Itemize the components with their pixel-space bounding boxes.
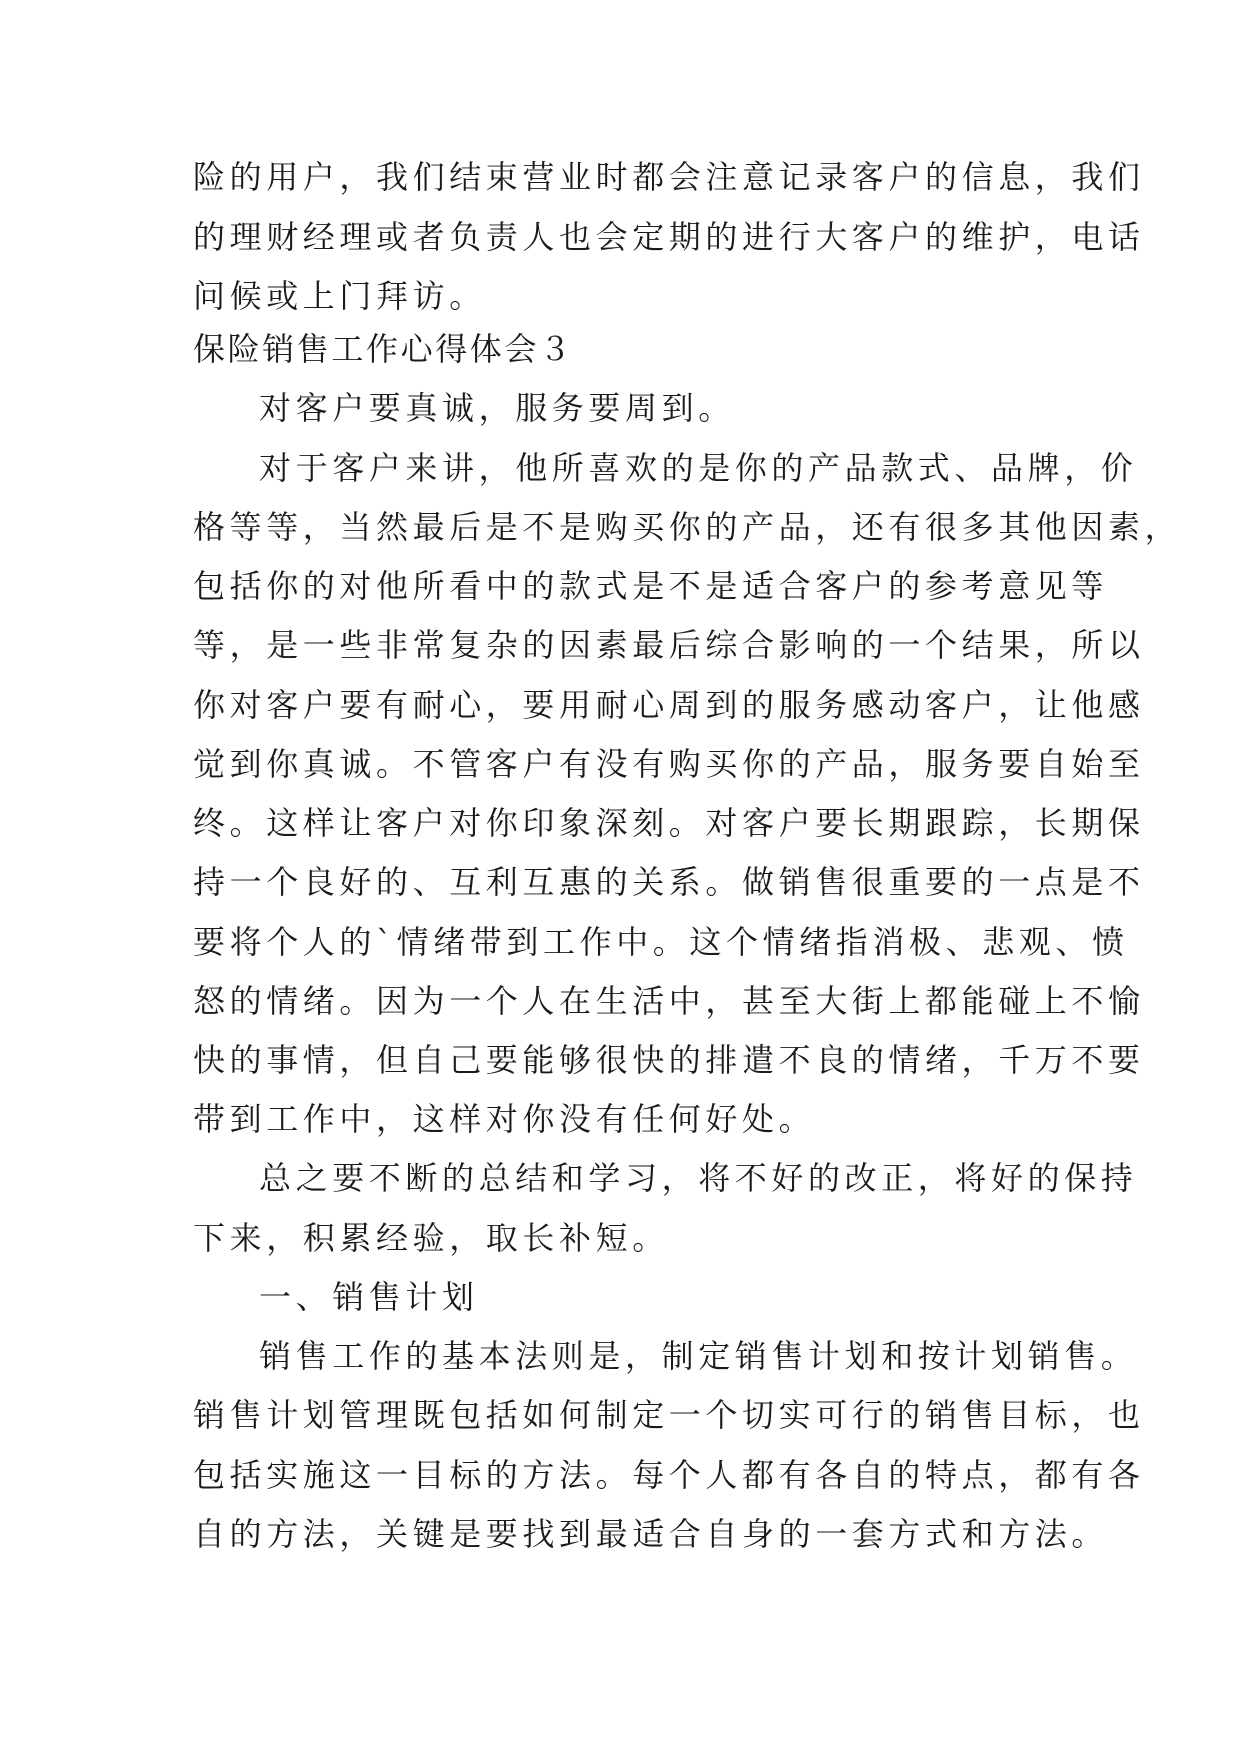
text-line: 包括你的对他所看中的款式是不是适合客户的参考意见等: [193, 567, 1109, 605]
text-line: 你对客户要有耐心，要用耐心周到的服务感动客户，让他感: [193, 686, 1145, 724]
text-line: 自的方法，关键是要找到最适合自身的一套方式和方法。: [193, 1515, 1109, 1553]
text-line: 终。这样让客户对你印象深刻。对客户要长期跟踪，长期保: [193, 804, 1145, 842]
text-line: 险的用户，我们结束营业时都会注意记录客户的信息，我们: [193, 158, 1145, 196]
text-line: 带到工作中，这样对你没有任何好处。: [193, 1100, 816, 1138]
subheading: 一、销售计划: [259, 1278, 479, 1316]
text-line: 总之要不断的总结和学习，将不好的改正，将好的保持: [259, 1159, 1138, 1197]
text-line: 下来，积累经验，取长补短。: [193, 1219, 669, 1257]
text-line: 包括实施这一目标的方法。每个人都有各自的特点，都有各: [193, 1456, 1145, 1494]
text-line: 的理财经理或者负责人也会定期的进行大客户的维护，电话: [193, 218, 1145, 256]
text-line: 要将个人的`情绪带到工作中。这个情绪指消极、悲观、愤: [193, 923, 1129, 961]
text-line: 对于客户来讲，他所喜欢的是你的产品款式、品牌，价: [259, 449, 1138, 487]
text-line: 对客户要真诚，服务要周到。: [259, 389, 735, 427]
section-title: 保险销售工作心得体会３: [193, 330, 574, 368]
text-line: 销售计划管理既包括如何制定一个切实可行的销售目标，也: [193, 1396, 1145, 1434]
text-line: 持一个良好的、互利互惠的关系。做销售很重要的一点是不: [193, 863, 1145, 901]
text-line: 觉到你真诚。不管客户有没有购买你的产品，服务要自始至: [193, 745, 1145, 783]
text-line: 快的事情，但自己要能够很快的排遣不良的情绪，千万不要: [193, 1041, 1145, 1079]
text-line: 问候或上门拜访。: [193, 277, 486, 315]
text-line: 怒的情绪。因为一个人在生活中，甚至大街上都能碰上不愉: [193, 982, 1145, 1020]
text-line: 销售工作的基本法则是，制定销售计划和按计划销售。: [259, 1337, 1138, 1375]
text-line: 等，是一些非常复杂的因素最后综合影响的一个结果，所以: [193, 626, 1145, 664]
text-line: 格等等，当然最后是不是购买你的产品，还有很多其他因素，: [193, 508, 1182, 546]
